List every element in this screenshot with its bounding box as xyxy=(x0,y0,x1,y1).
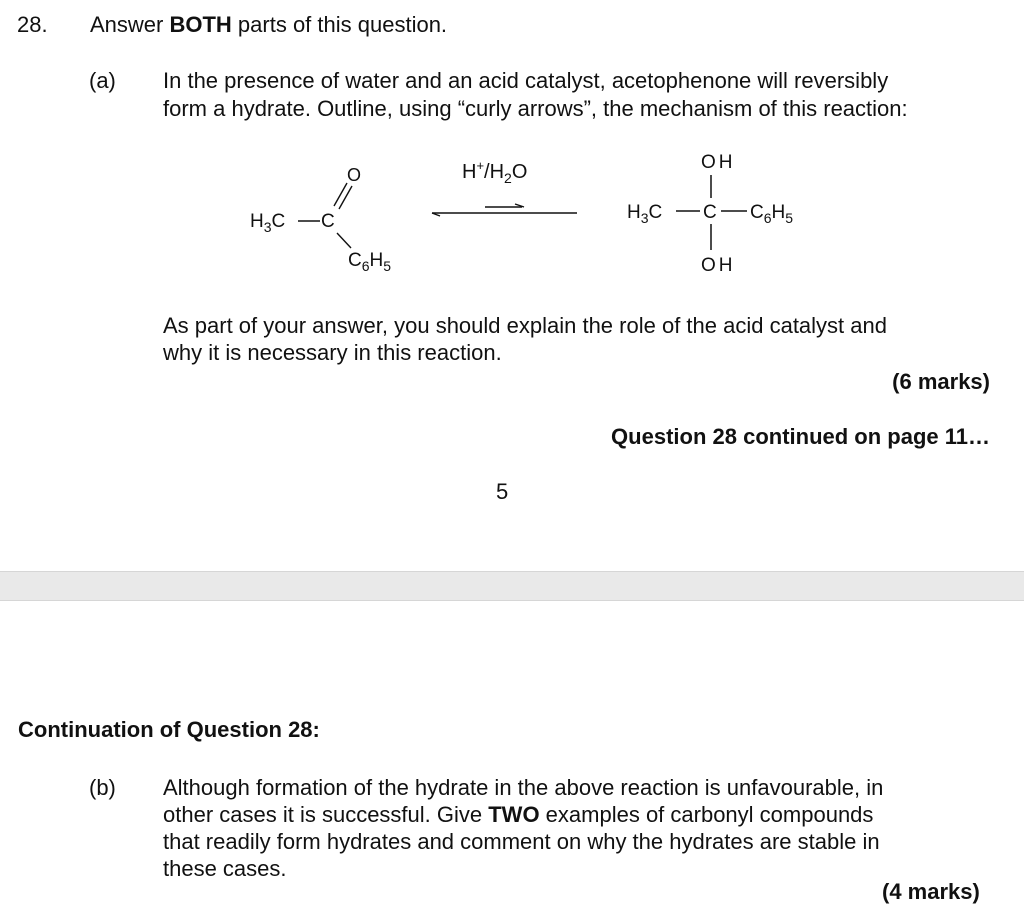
reactant-carbon-label: C xyxy=(321,211,335,232)
product-oh-bottom-label: OH xyxy=(701,255,736,276)
part-b-line-2-post: examples of carbonyl compounds xyxy=(539,802,874,827)
marks-part-a: (6 marks) xyxy=(892,369,990,394)
product-hydrate xyxy=(627,152,793,276)
reactant-acetophenone xyxy=(250,165,391,274)
intro-pre: Answer xyxy=(90,12,170,37)
bond-c-phenyl xyxy=(337,233,351,248)
part-b-line-2-bold: TWO xyxy=(488,802,540,827)
instruction-line-1: As part of your answer, you should explain the role of the acid catalyst and xyxy=(163,313,887,338)
continuation-heading: Continuation of Question 28: xyxy=(18,717,320,742)
product-h3c-label: $H_3C$ xyxy=(627,202,663,226)
page-number: 5 xyxy=(496,479,509,504)
reaction-scheme xyxy=(0,140,1024,285)
marks-part-b: (4 marks) xyxy=(882,879,980,904)
part-b-line-2-pre: other cases it is successful. Give xyxy=(163,802,489,827)
part-a-line-2: form a hydrate. Outline, using “curly arrows”, the mechanism of this reaction: xyxy=(163,96,908,121)
marks-part-b-clipped xyxy=(870,878,1000,904)
continued-note: Question 28 continued on page 11… xyxy=(611,424,990,449)
part-a-line-1: In the presence of water and an acid catalyst, acetophenone will reversibly xyxy=(163,68,889,93)
intro-post: parts of this question. xyxy=(231,12,448,37)
part-b-line-2 xyxy=(163,801,873,829)
part-b-line-3: that readily form hydrates and comment on why the hydrates are stable in xyxy=(163,829,880,854)
page-break-divider xyxy=(0,571,1024,601)
question-intro xyxy=(90,11,447,39)
bond-c-o-double-1 xyxy=(334,183,347,206)
instruction-line-2: why it is necessary in this reaction. xyxy=(163,340,502,365)
reaction-conditions: $H^+/H_2O$ xyxy=(462,158,528,186)
equilibrium-arrow xyxy=(432,204,577,216)
part-b-line-1: Although formation of the hydrate in the above reaction is unfavourable, in xyxy=(163,775,884,800)
product-carbon-label: C xyxy=(703,202,717,223)
bond-c-o-double-2 xyxy=(339,186,352,209)
reactant-h3c-label: $H_3C$ xyxy=(250,211,286,235)
part-a-label: (a) xyxy=(89,68,116,93)
product-c6h5-label: $C_6H_5$ xyxy=(750,202,794,226)
intro-bold: BOTH xyxy=(169,12,232,37)
product-oh-top-label: OH xyxy=(701,152,736,173)
question-number: 28. xyxy=(17,12,48,37)
reactant-oxygen-label: O xyxy=(347,165,362,185)
reactant-c6h5-label: $C_6H_5$ xyxy=(348,250,392,274)
part-b-label: (b) xyxy=(89,775,116,800)
part-b-line-4: these cases. xyxy=(163,856,287,881)
